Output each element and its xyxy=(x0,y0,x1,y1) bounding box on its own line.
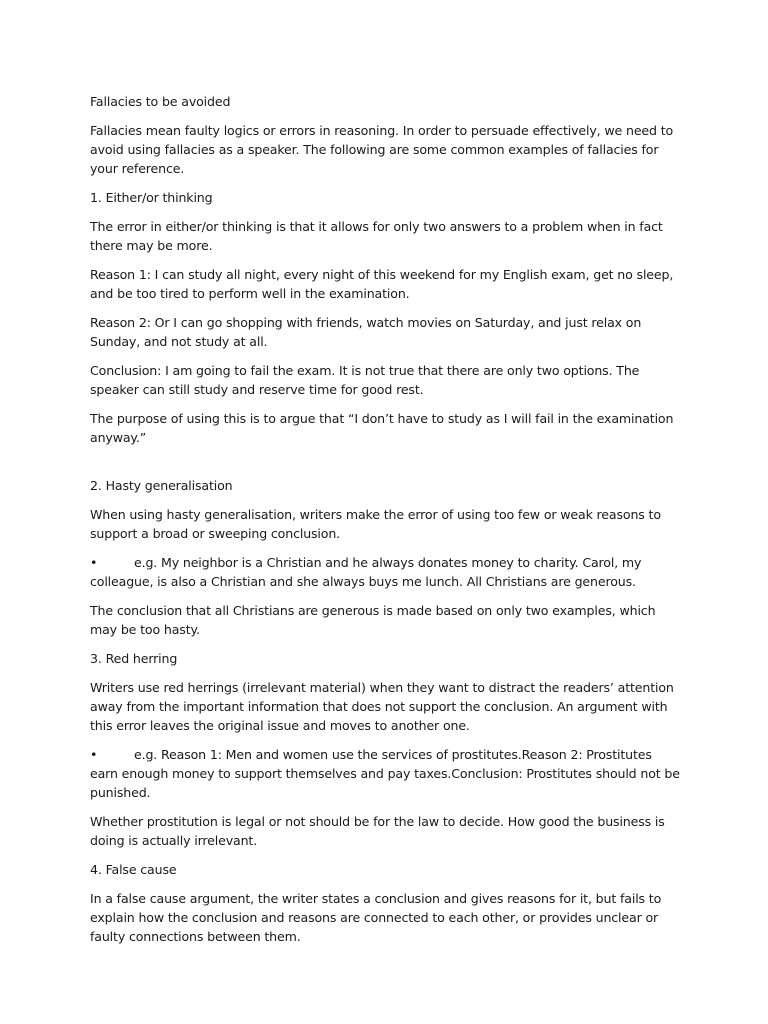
paragraph: Reason 2: Or I can go shopping with friends, watch movies on Saturday, and just relax on Sunday, and not study at all. xyxy=(90,315,642,349)
section-heading-hasty-generalisation: 2. Hasty generalisation xyxy=(90,478,233,493)
intro-paragraph: Fallacies mean faulty logics or errors in reasoning. In order to persuade effectively, we need to avoid using fallacies as a speaker. The following are some common examples of fallacies for your reference. xyxy=(90,123,674,176)
paragraph: When using hasty generalisation, writers make the error of using too few or weak reasons to support a broad or sweeping conclusion. xyxy=(90,507,661,541)
bullet-text: e.g. My neighbor is a Christian and he always donates money to charity. Carol, my colleague, is also a Christian and she always buys me lunch. All Christians are generous. xyxy=(90,555,642,589)
bullet-text: e.g. Reason 1: Men and women use the services of prostitutes.Reason 2: Prostitutes earn enough money to support themselves and pay taxes.Conclusion: Prostitutes should not be punished. xyxy=(90,747,680,800)
paragraph: Conclusion: I am going to fail the exam. It is not true that there are only two options. The speaker can still study and reserve time for good rest. xyxy=(90,363,640,397)
section-heading-red-herring: 3. Red herring xyxy=(90,651,178,666)
paragraph: The purpose of using this is to argue that “I don’t have to study as I will fail in the examination anyway.” xyxy=(90,411,674,445)
paragraph: The error in either/or thinking is that it allows for only two answers to a problem when in fact there may be more. xyxy=(90,219,663,253)
section-heading-false-cause: 4. False cause xyxy=(90,862,177,877)
bullet-icon: • xyxy=(90,747,98,762)
paragraph: Whether prostitution is legal or not should be for the law to decide. How good the business is doing is actually irrelevant. xyxy=(90,814,665,848)
document-title: Fallacies to be avoided xyxy=(90,94,231,109)
bullet-item xyxy=(90,553,680,591)
bullet-icon: • xyxy=(90,555,98,570)
blank-line xyxy=(90,457,680,476)
paragraph: In a false cause argument, the writer states a conclusion and gives reasons for it, but fails to explain how the conclusion and reasons are connected to each other, or provides unclear or faulty connections between them. xyxy=(90,891,662,944)
bullet-item xyxy=(90,745,680,802)
paragraph: The conclusion that all Christians are generous is made based on only two examples, which may be too hasty. xyxy=(90,603,656,637)
paragraph: Reason 1: I can study all night, every night of this weekend for my English exam, get no sleep, and be too tired to perform well in the examination. xyxy=(90,267,674,301)
section-heading-either-or: 1. Either/or thinking xyxy=(90,190,213,205)
paragraph: Writers use red herrings (irrelevant material) when they want to distract the readers’ attention away from the important information that does not support the conclusion. An argument with this error leaves the original issue and moves to another one. xyxy=(90,680,674,733)
